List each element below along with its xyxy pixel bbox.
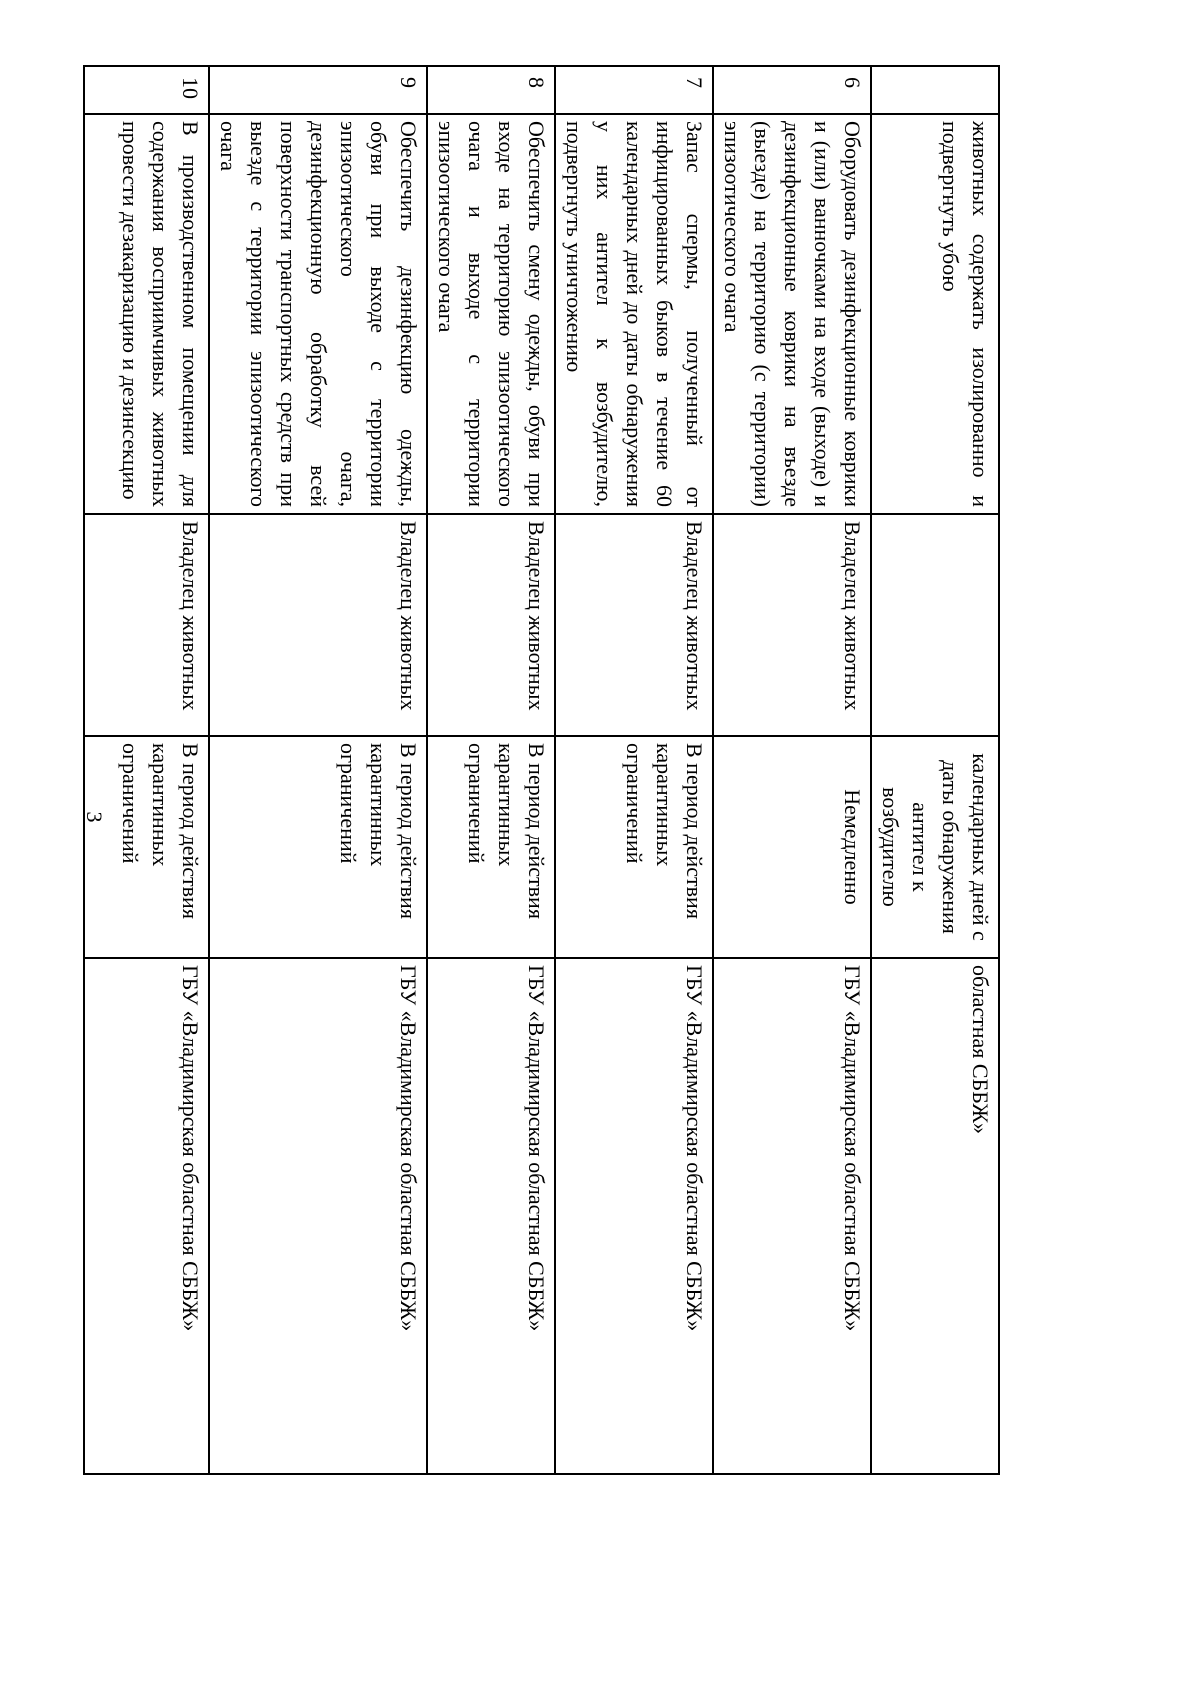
row-term: Немедленно — [713, 736, 871, 958]
row-executor: ГБУ «Владимирская областная СББЖ» — [209, 958, 427, 1474]
table-row — [84, 66, 209, 1474]
row-term: В период действия карантинных ограничений — [555, 736, 713, 958]
row-action: В производственном помещении для содержания восприимчивых животных провести дезакаризацию и дезинсекцию — [84, 114, 209, 514]
row-term: календарных дней с даты обнаружения антител к возбудителю — [871, 736, 999, 958]
table-row — [713, 66, 871, 1474]
row-executor: ГБУ «Владимирская областная СББЖ» — [713, 958, 871, 1474]
row-action: Обеспечить дезинфекцию одежды, обуви при выходе с территории эпизоотического очага, дезинфекционную обработку всей поверхности транспортных средств при выезде с территории эпизоотического очага — [209, 114, 427, 514]
row-responsible: Владелец животных — [427, 514, 555, 736]
table-row — [209, 66, 427, 1474]
row-action: Оборудовать дезинфекционные коврики и (или) ванночками на входе (выходе) и дезинфекционные коврики на въезде (выезде) на территорию (с территории) эпизоотического очага — [713, 114, 871, 514]
measures-table-container — [110, 65, 1000, 1473]
row-number: 6 — [713, 66, 871, 114]
row-term: В период действия карантинных ограничений — [209, 736, 427, 958]
row-number: 8 — [427, 66, 555, 114]
row-number: 10 — [84, 66, 209, 114]
row-number: 7 — [555, 66, 713, 114]
row-executor: ГБУ «Владимирская областная СББЖ» — [84, 958, 209, 1474]
table-row — [427, 66, 555, 1474]
row-responsible — [871, 514, 999, 736]
row-action: Запас спермы, полученный от инфицированных быков в течение 60 календарных дней до даты обнаружения у них антител к возбудителю, подвергнуть уничтожению — [555, 114, 713, 514]
row-executor: областная СББЖ» — [871, 958, 999, 1474]
page-number: 3 — [82, 811, 107, 823]
row-responsible: Владелец животных — [209, 514, 427, 736]
row-executor: ГБУ «Владимирская областная СББЖ» — [555, 958, 713, 1474]
row-term: В период действия карантинных ограничений — [84, 736, 209, 958]
measures-table — [83, 65, 1000, 1475]
table-row — [871, 66, 999, 1474]
row-term: В период действия карантинных ограничений — [427, 736, 555, 958]
row-responsible: Владелец животных — [84, 514, 209, 736]
row-action: Обеспечить смену одежды, обуви при входе на территорию эпизоотического очага и выходе с территории эпизоотического очага — [427, 114, 555, 514]
row-responsible: Владелец животных — [713, 514, 871, 736]
row-action: животных содержать изолированно и подвергнуть убою — [871, 114, 999, 514]
row-executor: ГБУ «Владимирская областная СББЖ» — [427, 958, 555, 1474]
table-row — [555, 66, 713, 1474]
row-number — [871, 66, 999, 114]
row-number: 9 — [209, 66, 427, 114]
row-responsible: Владелец животных — [555, 514, 713, 736]
